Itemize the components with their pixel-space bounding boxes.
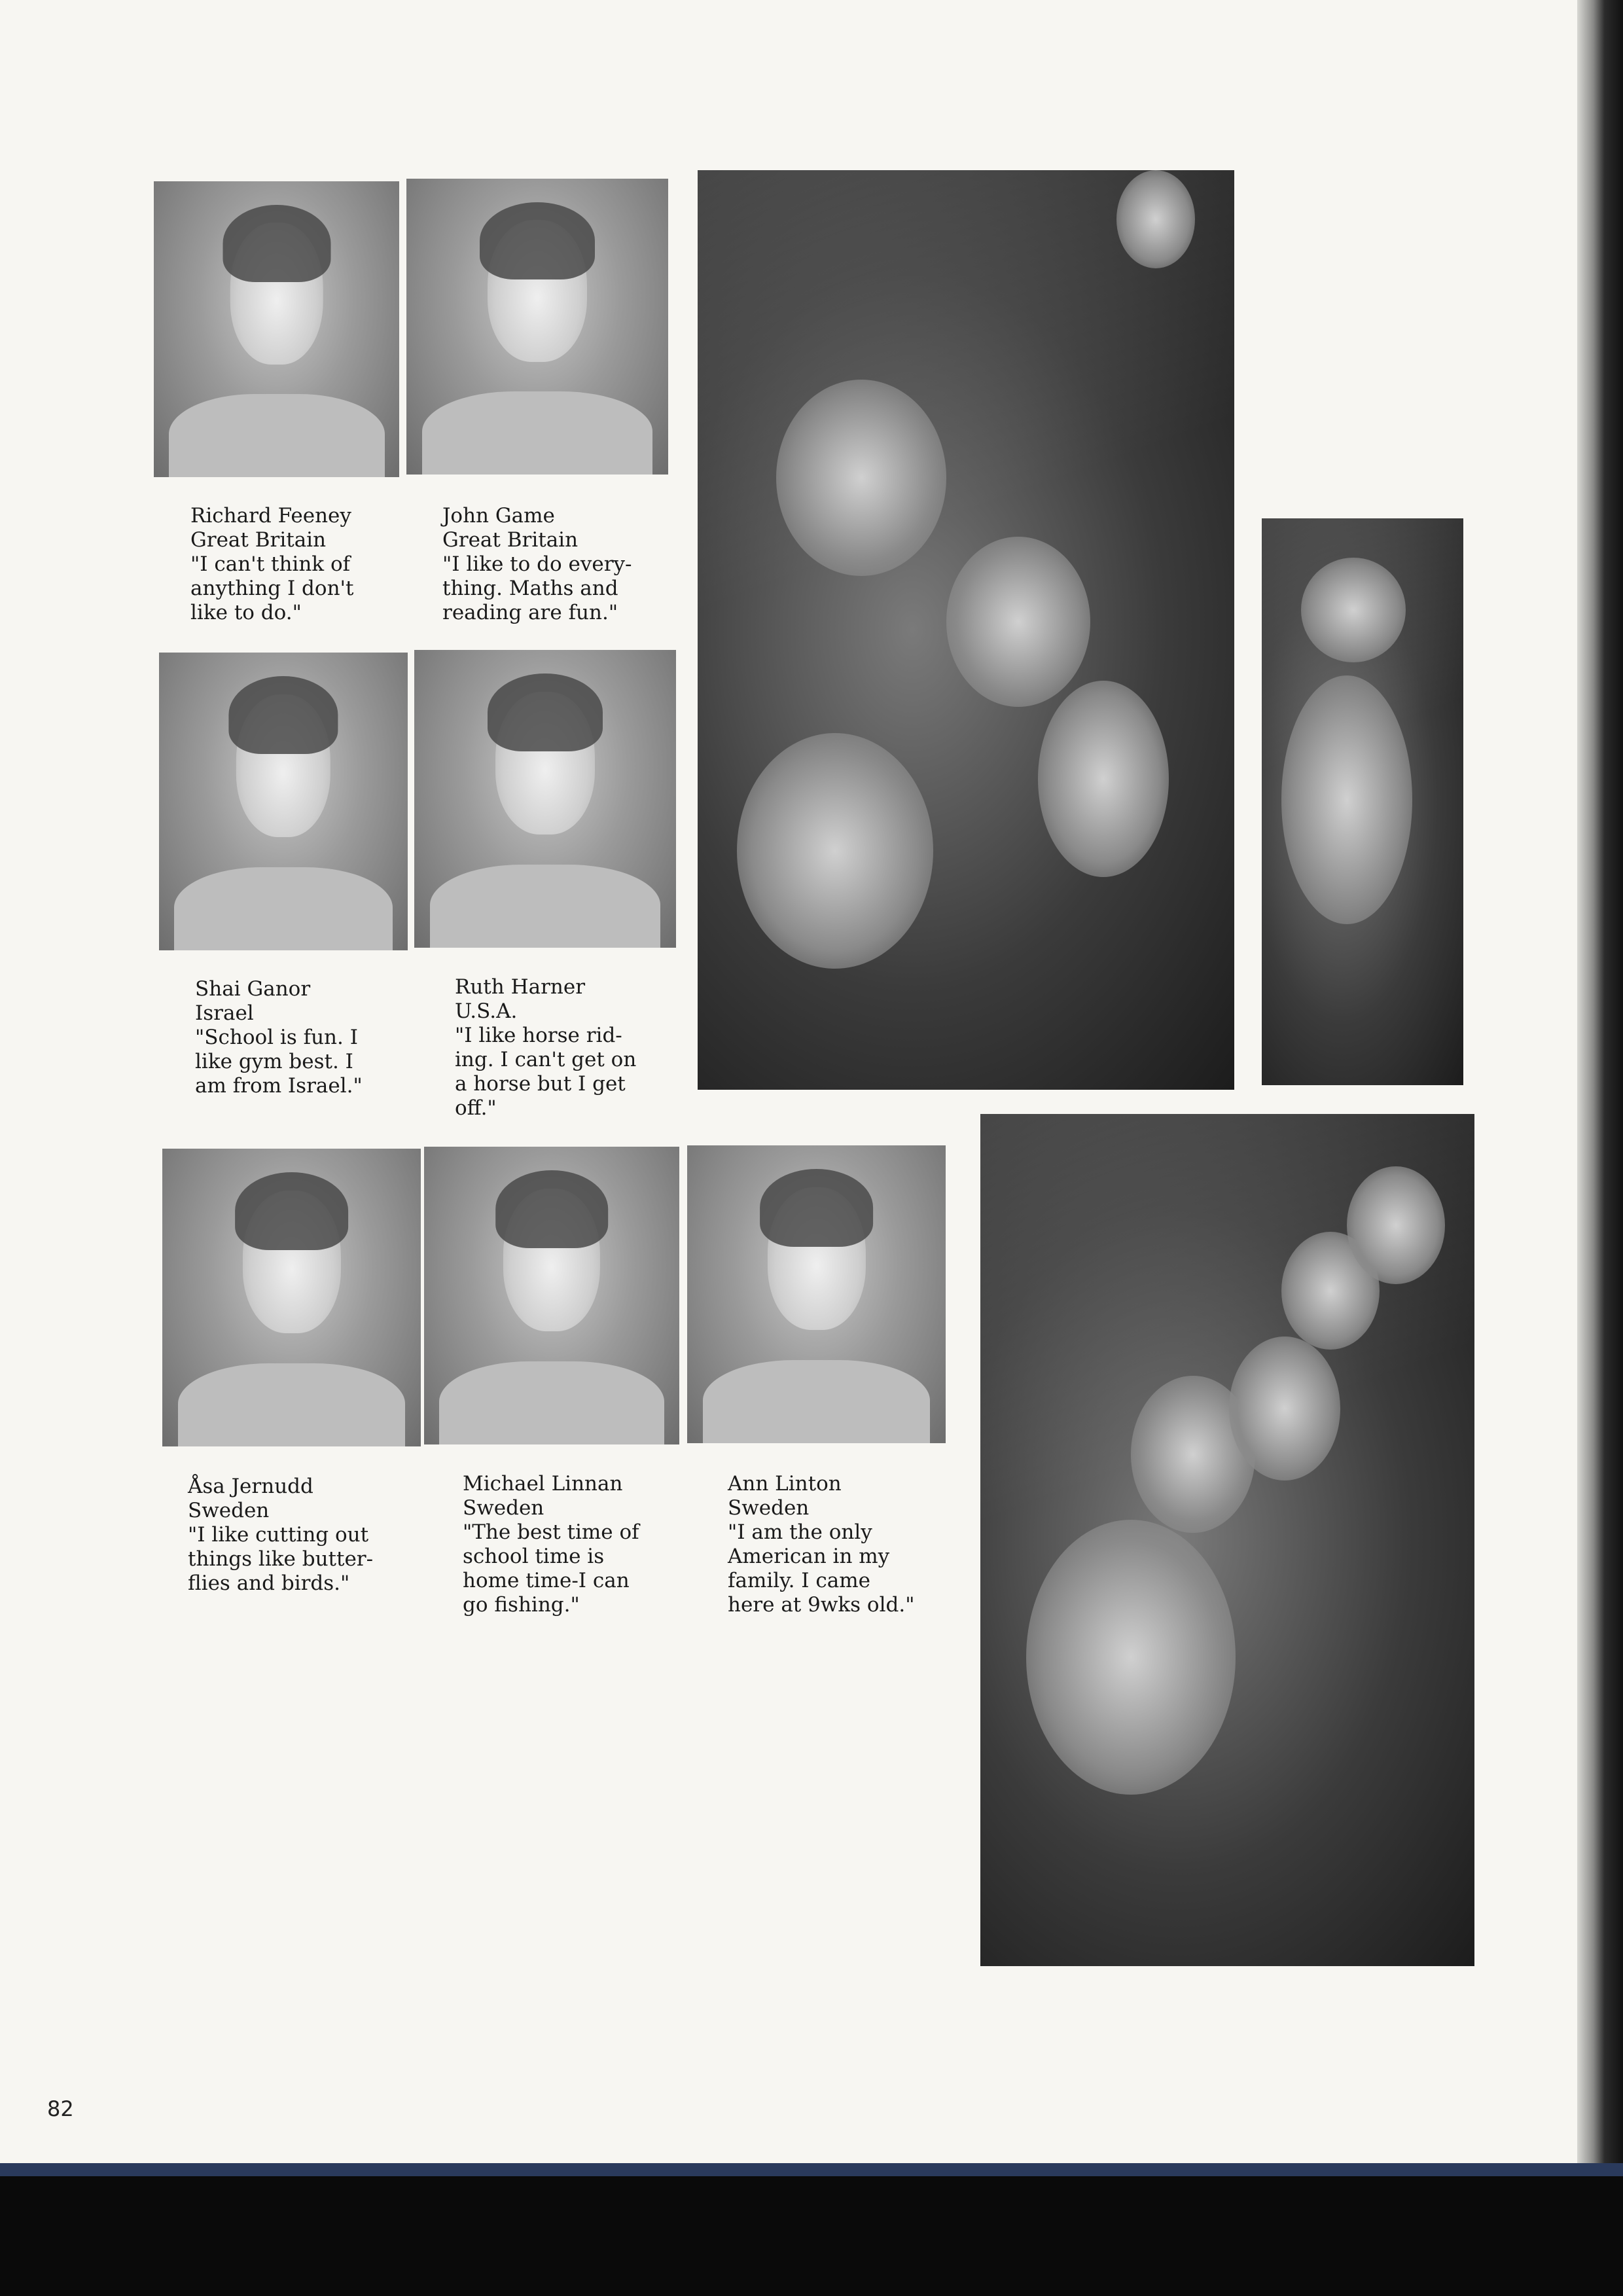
student-name: John Game [442,504,555,528]
quote-line: "I like horse rid- [455,1024,622,1047]
classroom-party-photo [698,170,1234,1090]
portrait-john-game [406,179,668,475]
quote-line: "I like to do every- [442,552,632,576]
quote-line: "I like cutting out [188,1523,369,1547]
student-name: Ann Linton [728,1472,842,1496]
caption-richard-feeney [190,504,354,625]
student-country: Israel [195,1001,254,1025]
quote-line: am from Israel." [195,1074,363,1098]
quote-line: go fishing." [463,1593,580,1617]
masked-child-photo [1262,518,1463,1085]
caption-michael-linnan [463,1472,639,1617]
portrait-richard-feeney [154,181,399,477]
quote-line: "The best time of [463,1520,639,1544]
quote-line: family. I came [728,1569,870,1592]
quote-line: flies and birds." [188,1571,350,1595]
quote-line: school time is [463,1545,605,1568]
quote-line: "I am the only [728,1520,872,1544]
student-name: Ruth Harner [455,975,586,999]
caption-ann-linton [728,1472,914,1617]
student-country: U.S.A. [455,999,518,1023]
quote-line: a horse but I get [455,1072,626,1096]
quote-line: reading are fun." [442,601,618,624]
portrait-shai-ganor [159,653,408,950]
book-binding-edge [1577,0,1623,2296]
quote-line: thing. Maths and [442,577,618,600]
student-country: Sweden [188,1499,270,1522]
caption-john-game [442,504,632,625]
scanner-background [0,2176,1623,2296]
quote-line: off." [455,1096,497,1120]
student-country: Sweden [463,1496,544,1520]
scanner-edge-strip [0,2163,1623,2176]
quote-line: American in my [728,1545,890,1568]
quote-line: here at 9wks old." [728,1593,915,1617]
quote-line: "I can't think of [190,552,351,576]
student-name: Shai Ganor [195,977,311,1001]
student-name: Åsa Jernudd [188,1475,313,1498]
quote-line: anything I don't [190,577,354,600]
student-country: Great Britain [442,528,579,552]
student-name: Michael Linnan [463,1472,623,1496]
quote-line: "School is fun. I [195,1026,358,1049]
lunch-table-photo [980,1114,1474,1966]
portrait-michael-linnan [424,1147,679,1444]
quote-line: ing. I can't get on [455,1048,637,1071]
portrait-ann-linton [687,1145,946,1443]
caption-shai-ganor [195,977,363,1098]
quote-line: home time-I can [463,1569,630,1592]
student-country: Great Britain [190,528,327,552]
quote-line: like gym best. I [195,1050,353,1073]
student-country: Sweden [728,1496,810,1520]
quote-line: things like butter- [188,1547,374,1571]
caption-ruth-harner [455,975,636,1121]
student-name: Richard Feeney [190,504,351,528]
quote-line: like to do." [190,601,302,624]
portrait-ruth-harner [414,650,676,948]
page-number: 82 [47,2096,74,2121]
caption-asa-jernudd [188,1475,373,1596]
portrait-asa-jernudd [162,1149,421,1446]
